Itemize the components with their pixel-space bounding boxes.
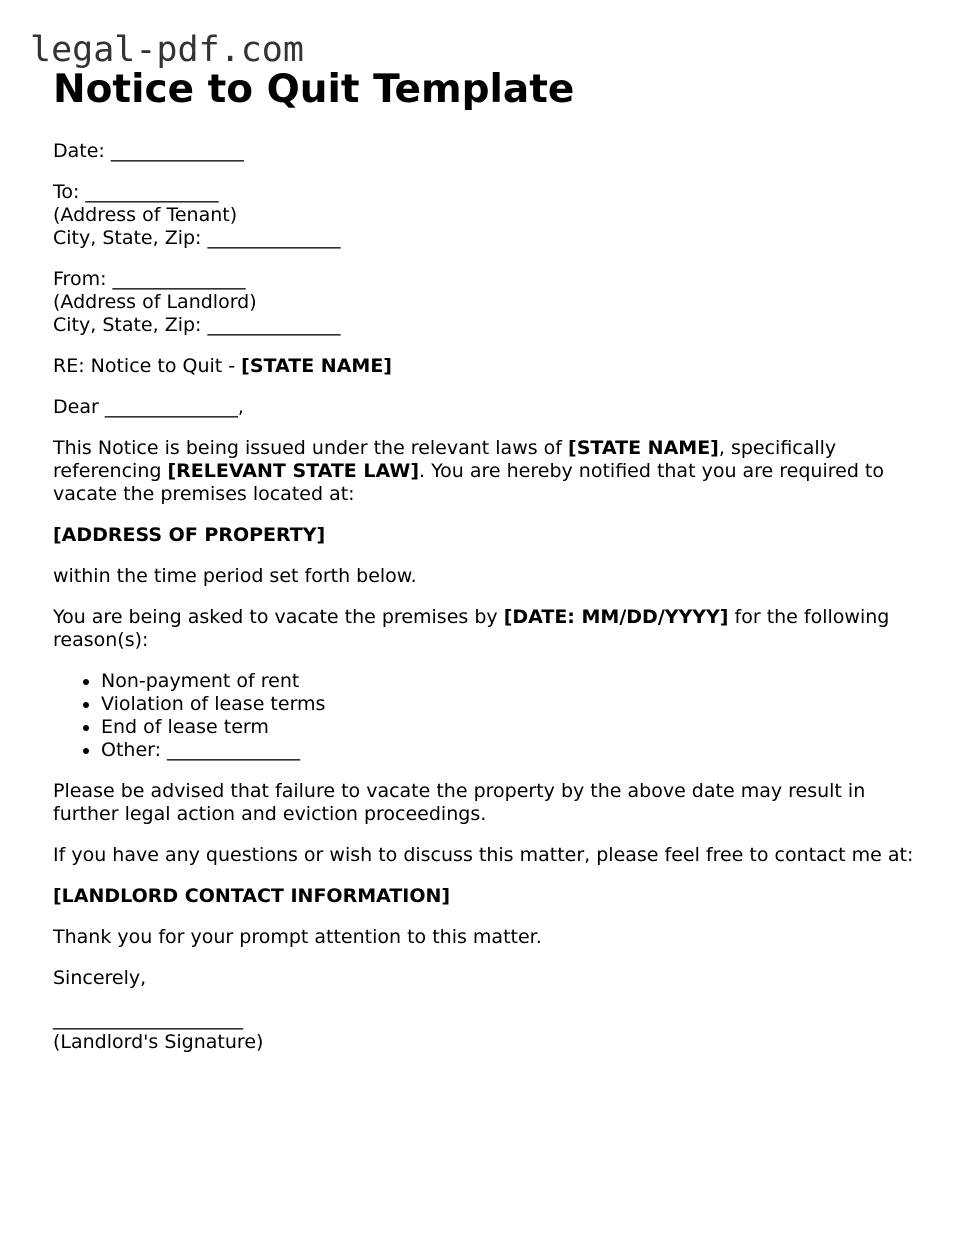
page-title: Notice to Quit Template <box>53 67 575 112</box>
document-body <box>53 66 933 1054</box>
list-item: • End of lease term <box>101 716 933 739</box>
list-item: • Violation of lease terms <box>101 693 933 716</box>
advisory-paragraph: Please be advised that failure to vacate the property by the above date may result in further legal action and eviction proceedings. <box>53 780 866 825</box>
property-address: [ADDRESS OF PROPERTY] <box>53 524 326 546</box>
landlord-address: (Address of Landlord) <box>53 291 257 313</box>
landlord-city-state-zip: City, State, Zip: ______________ <box>53 314 341 336</box>
contact-info: [LANDLORD CONTACT INFORMATION] <box>53 885 451 907</box>
contact-intro: If you have any questions or wish to discuss this matter, please feel free to contact me at: <box>53 844 914 866</box>
signature-block <box>53 1008 933 1054</box>
from-line: From: ______________ <box>53 268 246 290</box>
closing: Sincerely, <box>53 967 147 989</box>
signature-label: (Landlord's Signature) <box>53 1031 264 1053</box>
re-state: [STATE NAME] <box>241 355 392 377</box>
vacate-date: [DATE: MM/DD/YYYY] <box>503 606 729 628</box>
tenant-address: (Address of Tenant) <box>53 204 238 226</box>
tenant-city-state-zip: City, State, Zip: ______________ <box>53 227 341 249</box>
vacate-paragraph <box>53 606 933 652</box>
signature-line: ____________________ <box>53 1008 243 1030</box>
re-line <box>53 355 933 378</box>
list-item: • Other: ______________ <box>101 739 933 762</box>
to-block <box>53 181 933 250</box>
reasons-list <box>53 670 933 762</box>
notice-part1: This Notice is being issued under the relevant laws of <box>53 437 569 459</box>
watermark: legal-pdf.com <box>30 30 304 70</box>
to-line: To: ______________ <box>53 181 219 203</box>
salutation: Dear ______________, <box>53 396 244 418</box>
notice-paragraph <box>53 437 933 506</box>
vacate-part2: for the following reason(s): <box>53 606 890 651</box>
notice-part3: . You are hereby notified that you are required to vacate the premises located at: <box>53 460 885 505</box>
vacate-part1: You are being asked to vacate the premises by <box>53 606 504 628</box>
date-line: Date: ______________ <box>53 140 244 162</box>
from-block <box>53 268 933 337</box>
list-item: • Non-payment of rent <box>101 670 933 693</box>
notice-part2: , specifically referencing <box>53 437 837 482</box>
notice-state: [STATE NAME] <box>568 437 719 459</box>
time-period: within the time period set forth below. <box>53 565 417 587</box>
notice-law: [RELEVANT STATE LAW] <box>167 460 419 482</box>
re-prefix: RE: Notice to Quit - <box>53 355 242 377</box>
thanks-line: Thank you for your prompt attention to this matter. <box>53 926 542 948</box>
